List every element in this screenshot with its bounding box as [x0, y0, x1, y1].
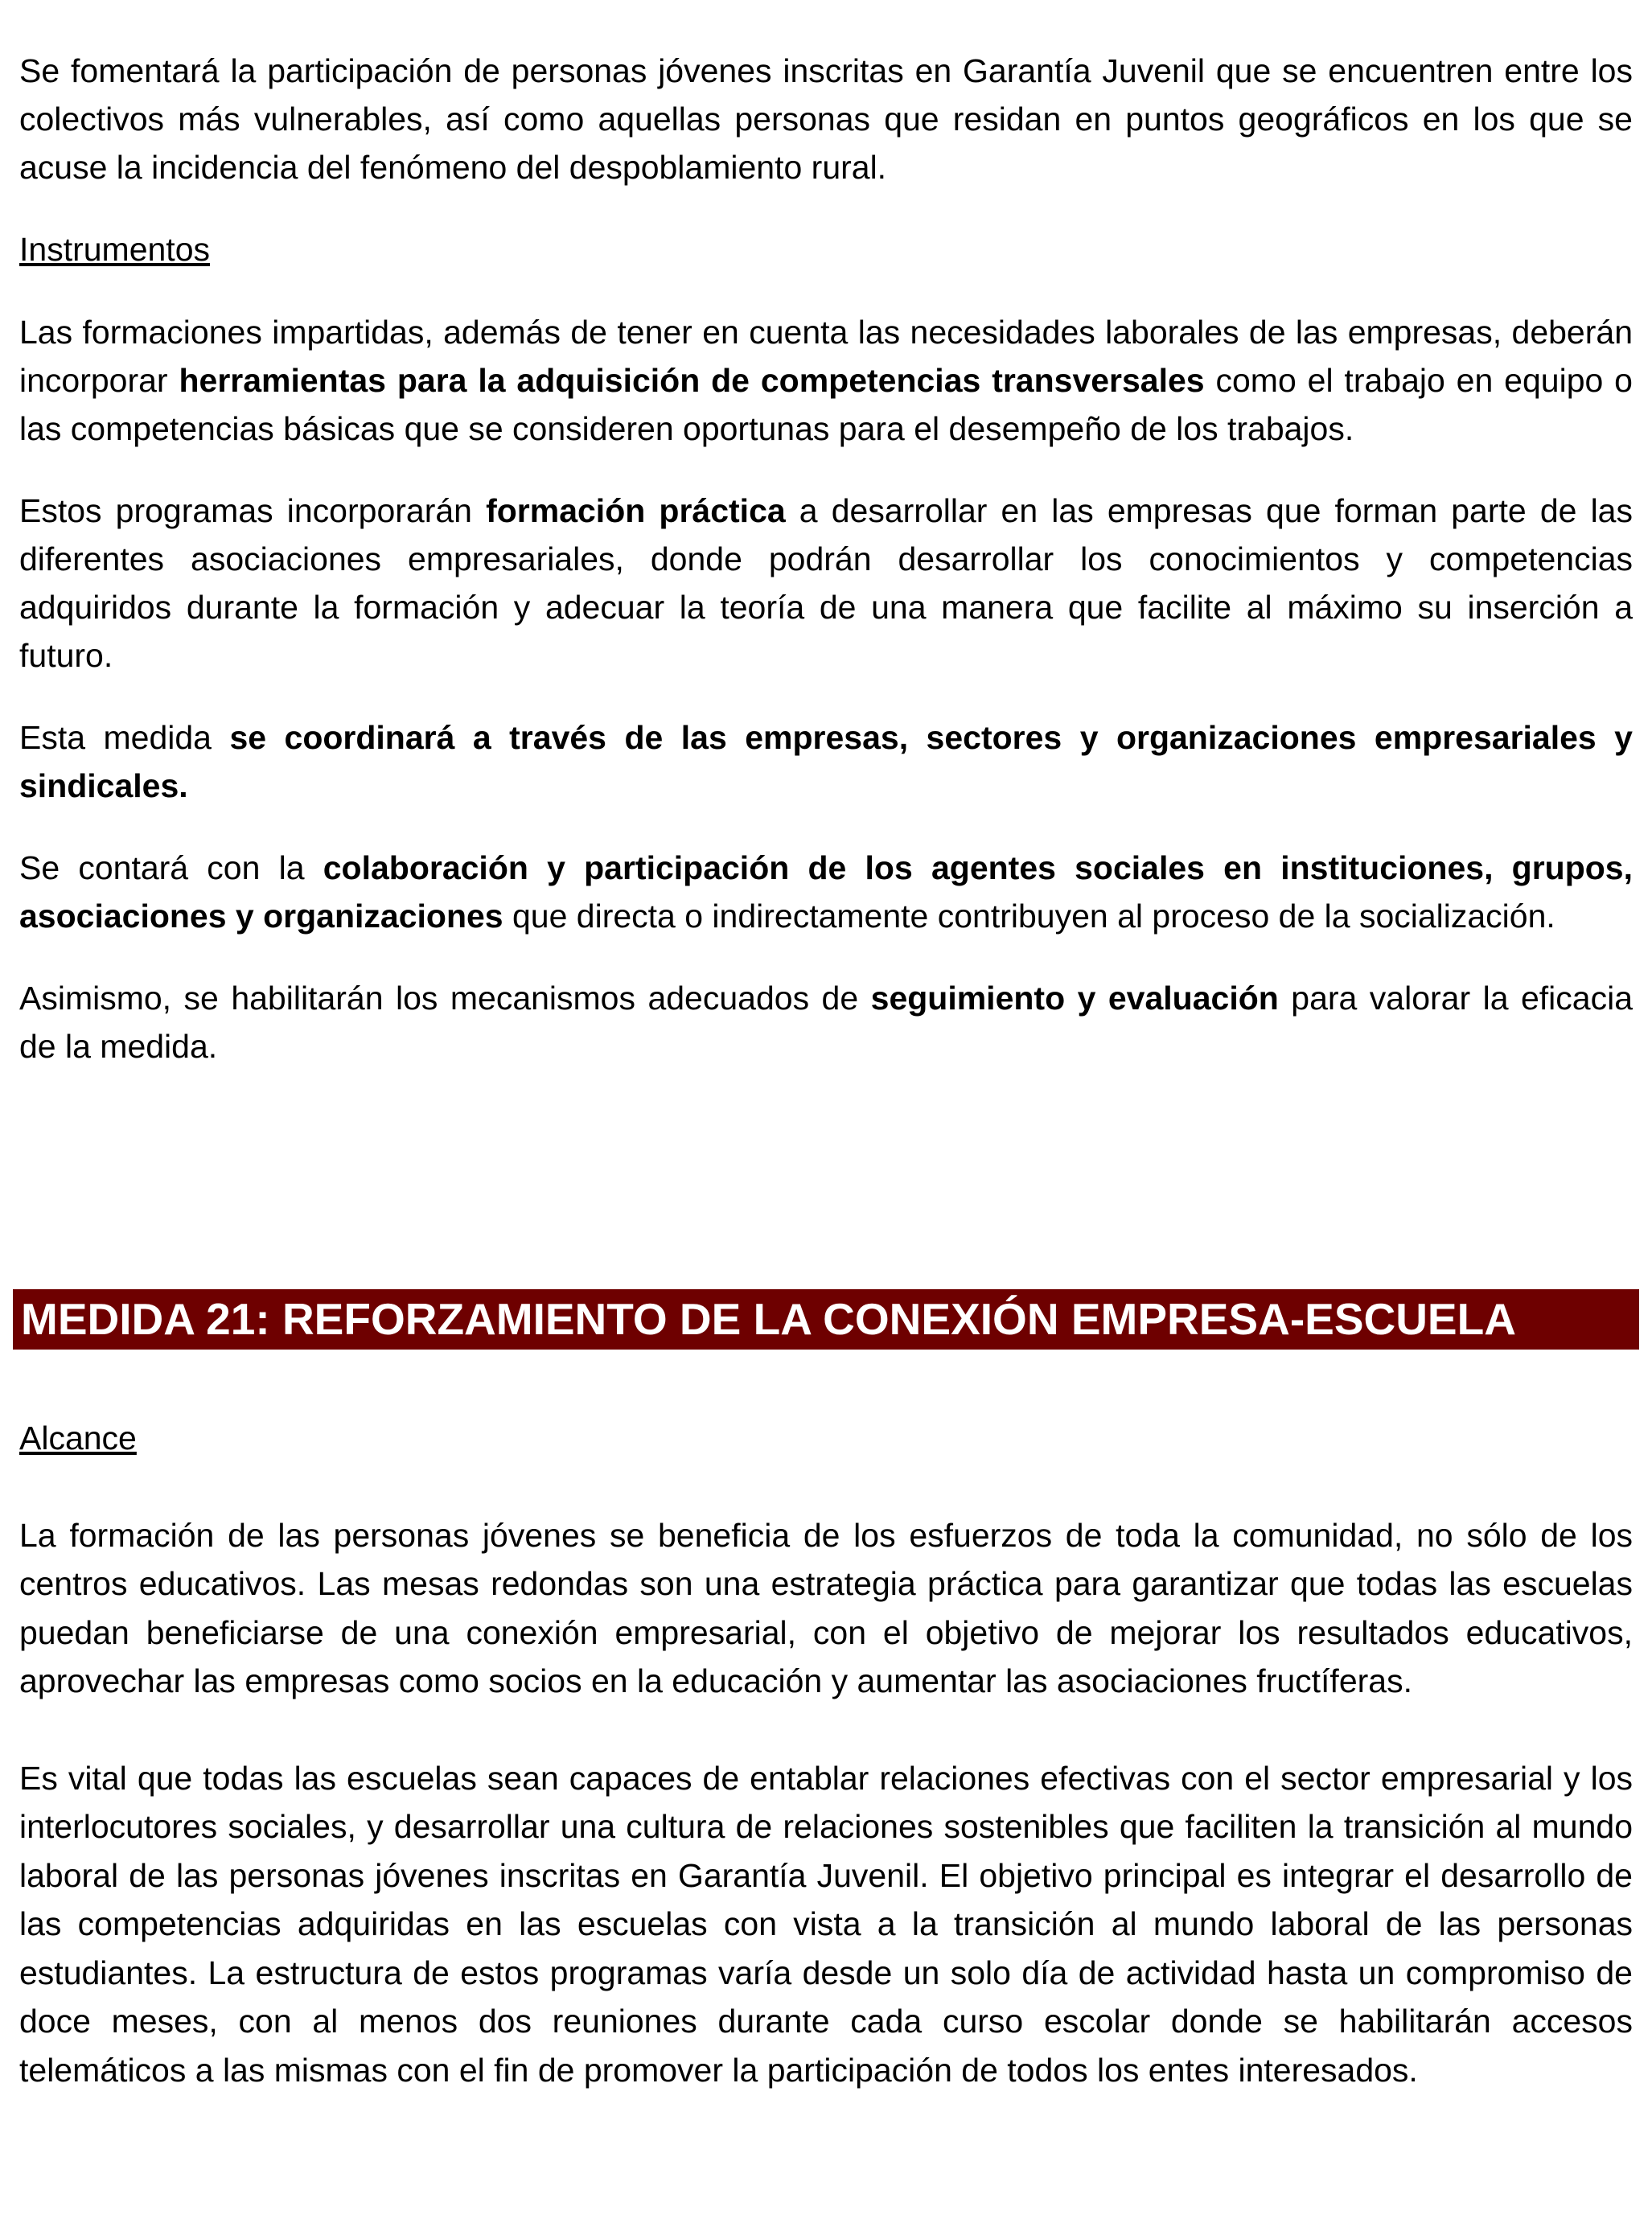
- bold-text: formación práctica: [486, 492, 786, 529]
- paragraph-colaboracion: [19, 844, 1633, 940]
- text: Estos programas incorporarán: [19, 492, 487, 529]
- paragraph-coordinacion: [19, 713, 1633, 810]
- medida-21-banner: MEDIDA 21: REFORZAMIENTO DE LA CONEXIÓN EMPRESA-ESCUELA: [13, 1289, 1639, 1350]
- paragraph-relaciones-escuelas: Es vital que todas las escuelas sean capaces de entablar relaciones efectivas con el sector empresarial y los interlocutores sociales, y desarrollar una cultura de relaciones sostenibles que faciliten la transición al mundo laboral de las personas jóvenes inscritas en Garantía Juvenil. El objetivo principal es integrar el desarrollo de las competencias adquiridas en las escuelas con vista a la transición al mundo laboral de las personas estudiantes. La estructura de estos programas varía desde un solo día de actividad hasta un compromiso de doce meses, con al menos dos reuniones durante cada curso escolar donde se habilitarán accesos telemáticos a las mismas con el fin de promover la participación de todos los entes interesados.: [19, 1759, 1633, 2089]
- text: que directa o indirectamente contribuyen al proceso de la socialización.: [503, 898, 1555, 935]
- text: Esta medida: [19, 719, 230, 756]
- section-participacion: [19, 47, 1633, 1104]
- text: como el trabajo en equipo o las competencias básicas que se consideren oportunas para el desempeño de los trabajos.: [19, 362, 1633, 447]
- text: Asimismo, se habilitarán los mecanismos adecuados de: [19, 980, 871, 1017]
- text: Se contará con la: [19, 849, 323, 886]
- text: para valorar la eficacia de la medida.: [19, 980, 1634, 1065]
- text: a desarrollar en las empresas que forman parte de las diferentes asociaciones empresariales, donde podrán desarrollar los conocimientos y competencias adquiridos durante la formación y adecuar la teoría de una manera que facilite al máximo su inserción a futuro.: [19, 492, 1633, 674]
- bold-text: se coordinará a través de las empresas, sectores y organizaciones empresariales y sindicales.: [19, 719, 1633, 804]
- paragraph-formacion-comunidad: La formación de las personas jóvenes se beneficia de los esfuerzos de toda la comunidad, no sólo de los centros educativos. Las mesas redondas son una estrategia práctica para garantizar que todas las escuelas puedan beneficiarse de una conexión empresarial, con el objetivo de mejorar los resultados educativos, aprovechar las empresas como socios en la educación y aumentar las asociaciones fructíferas.: [19, 1516, 1633, 1699]
- bold-text: colaboración y participación de los agentes sociales en instituciones, grupos, asociaciones y organizaciones: [19, 849, 1634, 935]
- bold-text: herramientas para la adquisición de competencias transversales: [179, 362, 1205, 399]
- text: Las formaciones impartidas, además de tener en cuenta las necesidades laborales de las empresas, deberán incorporar: [19, 314, 1633, 399]
- heading-instrumentos: Instrumentos: [19, 231, 210, 268]
- paragraph-seguimiento: [19, 974, 1633, 1070]
- bold-text: seguimiento y evaluación: [870, 980, 1279, 1017]
- paragraph-programas: [19, 487, 1633, 680]
- paragraph-formaciones: [19, 308, 1633, 453]
- section-alcance: [19, 1414, 1633, 2143]
- heading-alcance: Alcance: [19, 1420, 137, 1457]
- paragraph-participacion: Se fomentará la participación de personas jóvenes inscritas en Garantía Juvenil que se encuentren entre los colectivos más vulnerables, así como aquellas personas que residan en puntos geográficos en los que se acuse la incidencia del fenómeno del despoblamiento rural.: [19, 52, 1633, 186]
